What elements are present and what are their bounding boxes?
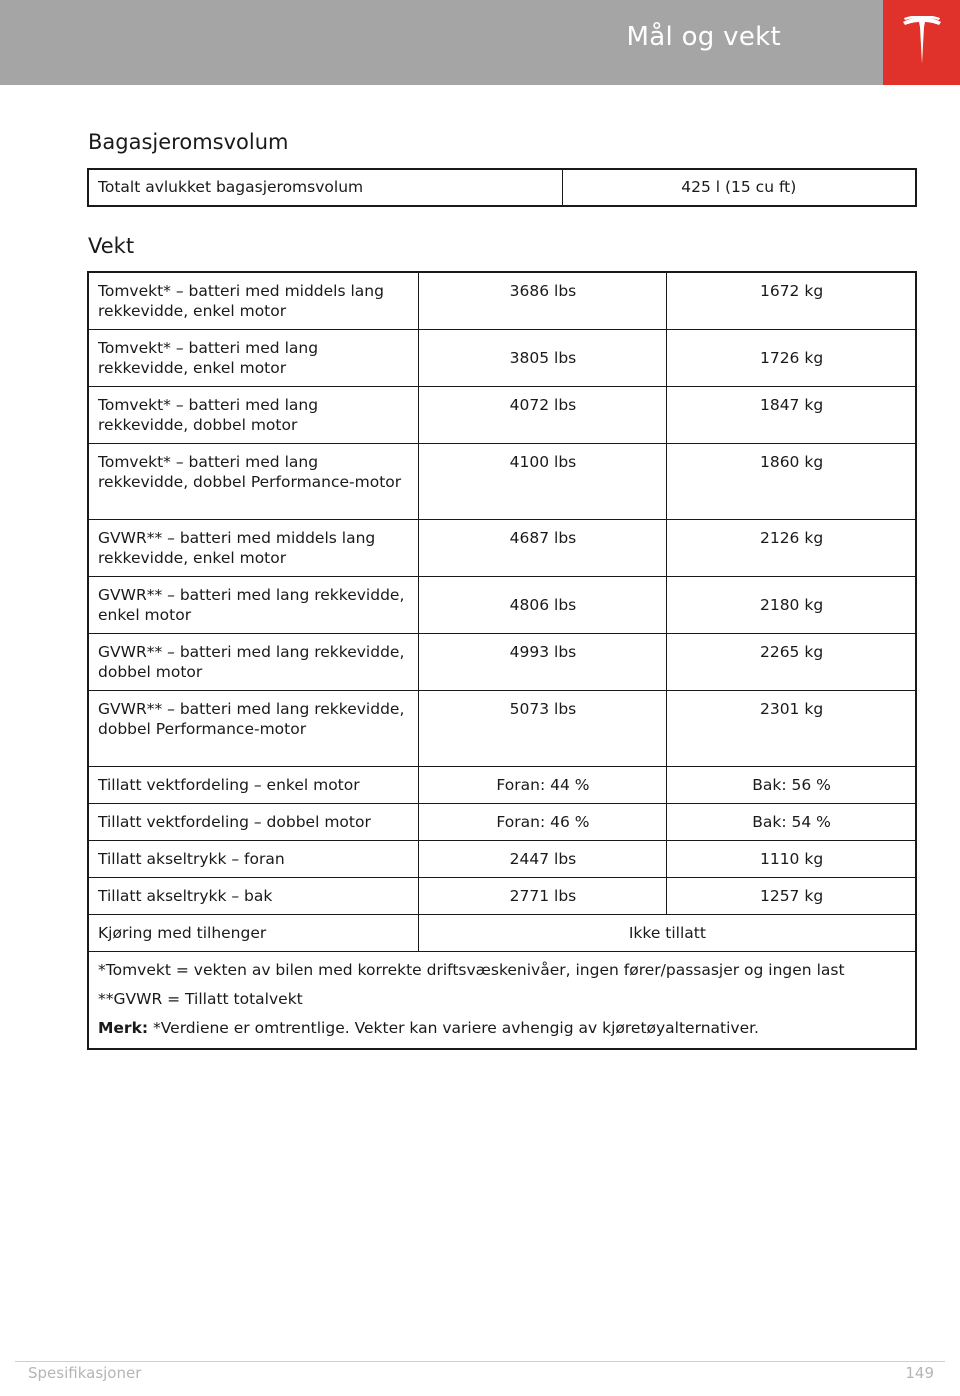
page-number: 149 xyxy=(905,1364,934,1382)
row-lbs: 3805 lbs xyxy=(418,330,666,387)
row-kg: 1110 kg xyxy=(667,841,916,878)
cargo-value: 425 l (15 cu ft) xyxy=(562,169,916,206)
page-title: Mål og vekt xyxy=(626,22,781,52)
note-label: Merk: xyxy=(98,1019,149,1037)
row-kg: 1847 kg xyxy=(667,387,916,444)
row-kg: 2301 kg xyxy=(667,691,916,767)
row-lbs: 4993 lbs xyxy=(418,634,666,691)
row-lbs: 2771 lbs xyxy=(418,878,666,915)
row-label: Tillatt akseltrykk – foran xyxy=(88,841,418,878)
row-lbs: 4806 lbs xyxy=(418,577,666,634)
table-row xyxy=(88,387,916,444)
footer-divider xyxy=(15,1361,945,1362)
row-front: Foran: 44 % xyxy=(418,767,666,804)
row-label: GVWR** – batteri med lang rekkevidde, enkel motor xyxy=(88,577,418,634)
table-row xyxy=(88,577,916,634)
cargo-label: Totalt avlukket bagasjeromsvolum xyxy=(88,169,562,206)
row-kg: 1726 kg xyxy=(667,330,916,387)
table-row xyxy=(88,878,916,915)
weight-heading: Vekt xyxy=(88,234,135,258)
row-lbs: 4072 lbs xyxy=(418,387,666,444)
note-disclaimer xyxy=(98,1018,906,1038)
row-label: GVWR** – batteri med lang rekkevidde, dobbel Performance-motor xyxy=(88,691,418,767)
table-row xyxy=(88,444,916,520)
row-kg: 2180 kg xyxy=(667,577,916,634)
note-text: *Verdiene er omtrentlige. Vekter kan variere avhengig av kjøretøyalternativer. xyxy=(148,1019,759,1037)
footer-section: Spesifikasjoner xyxy=(28,1364,142,1382)
row-label: Tomvekt* – batteri med lang rekkevidde, dobbel Performance-motor xyxy=(88,444,418,520)
table-row xyxy=(88,634,916,691)
note-gvwr: **GVWR = Tillatt totalvekt xyxy=(98,990,303,1008)
table-row xyxy=(88,330,916,387)
table-row xyxy=(88,169,916,206)
row-kg: 2265 kg xyxy=(667,634,916,691)
table-row xyxy=(88,915,916,952)
note-curb-weight: *Tomvekt = vekten av bilen med korrekte driftsvæskenivåer, ingen fører/passasjer og ingen last xyxy=(98,961,845,979)
row-label: Tomvekt* – batteri med middels lang rekkevidde, enkel motor xyxy=(88,272,418,330)
row-rear: Bak: 54 % xyxy=(667,804,916,841)
row-label: Tomvekt* – batteri med lang rekkevidde, enkel motor xyxy=(88,330,418,387)
row-label: Tomvekt* – batteri med lang rekkevidde, dobbel motor xyxy=(88,387,418,444)
row-label: Tillatt vektfordeling – enkel motor xyxy=(88,767,418,804)
cargo-table xyxy=(87,168,917,207)
table-row xyxy=(88,520,916,577)
row-lbs: 4687 lbs xyxy=(418,520,666,577)
row-lbs: 3686 lbs xyxy=(418,272,666,330)
row-rear: Bak: 56 % xyxy=(667,767,916,804)
brand-logo-box xyxy=(883,0,960,85)
weight-table xyxy=(87,271,917,1050)
row-kg: 1672 kg xyxy=(667,272,916,330)
row-lbs: 4100 lbs xyxy=(418,444,666,520)
row-kg: 2126 kg xyxy=(667,520,916,577)
row-label: GVWR** – batteri med lang rekkevidde, dobbel motor xyxy=(88,634,418,691)
table-row xyxy=(88,841,916,878)
towing-value: Ikke tillatt xyxy=(418,915,916,952)
notes-row xyxy=(88,952,916,1050)
table-row xyxy=(88,767,916,804)
tesla-logo-icon xyxy=(901,16,943,66)
row-lbs: 5073 lbs xyxy=(418,691,666,767)
cargo-heading: Bagasjeromsvolum xyxy=(88,130,289,154)
row-kg: 1860 kg xyxy=(667,444,916,520)
towing-label: Kjøring med tilhenger xyxy=(88,915,418,952)
table-row xyxy=(88,691,916,767)
header-bar xyxy=(0,0,883,85)
row-label: Tillatt akseltrykk – bak xyxy=(88,878,418,915)
table-row xyxy=(88,272,916,330)
table-row xyxy=(88,804,916,841)
notes-cell xyxy=(88,952,916,1050)
row-front: Foran: 46 % xyxy=(418,804,666,841)
row-label: Tillatt vektfordeling – dobbel motor xyxy=(88,804,418,841)
row-lbs: 2447 lbs xyxy=(418,841,666,878)
row-label: GVWR** – batteri med middels lang rekkevidde, enkel motor xyxy=(88,520,418,577)
row-kg: 1257 kg xyxy=(667,878,916,915)
